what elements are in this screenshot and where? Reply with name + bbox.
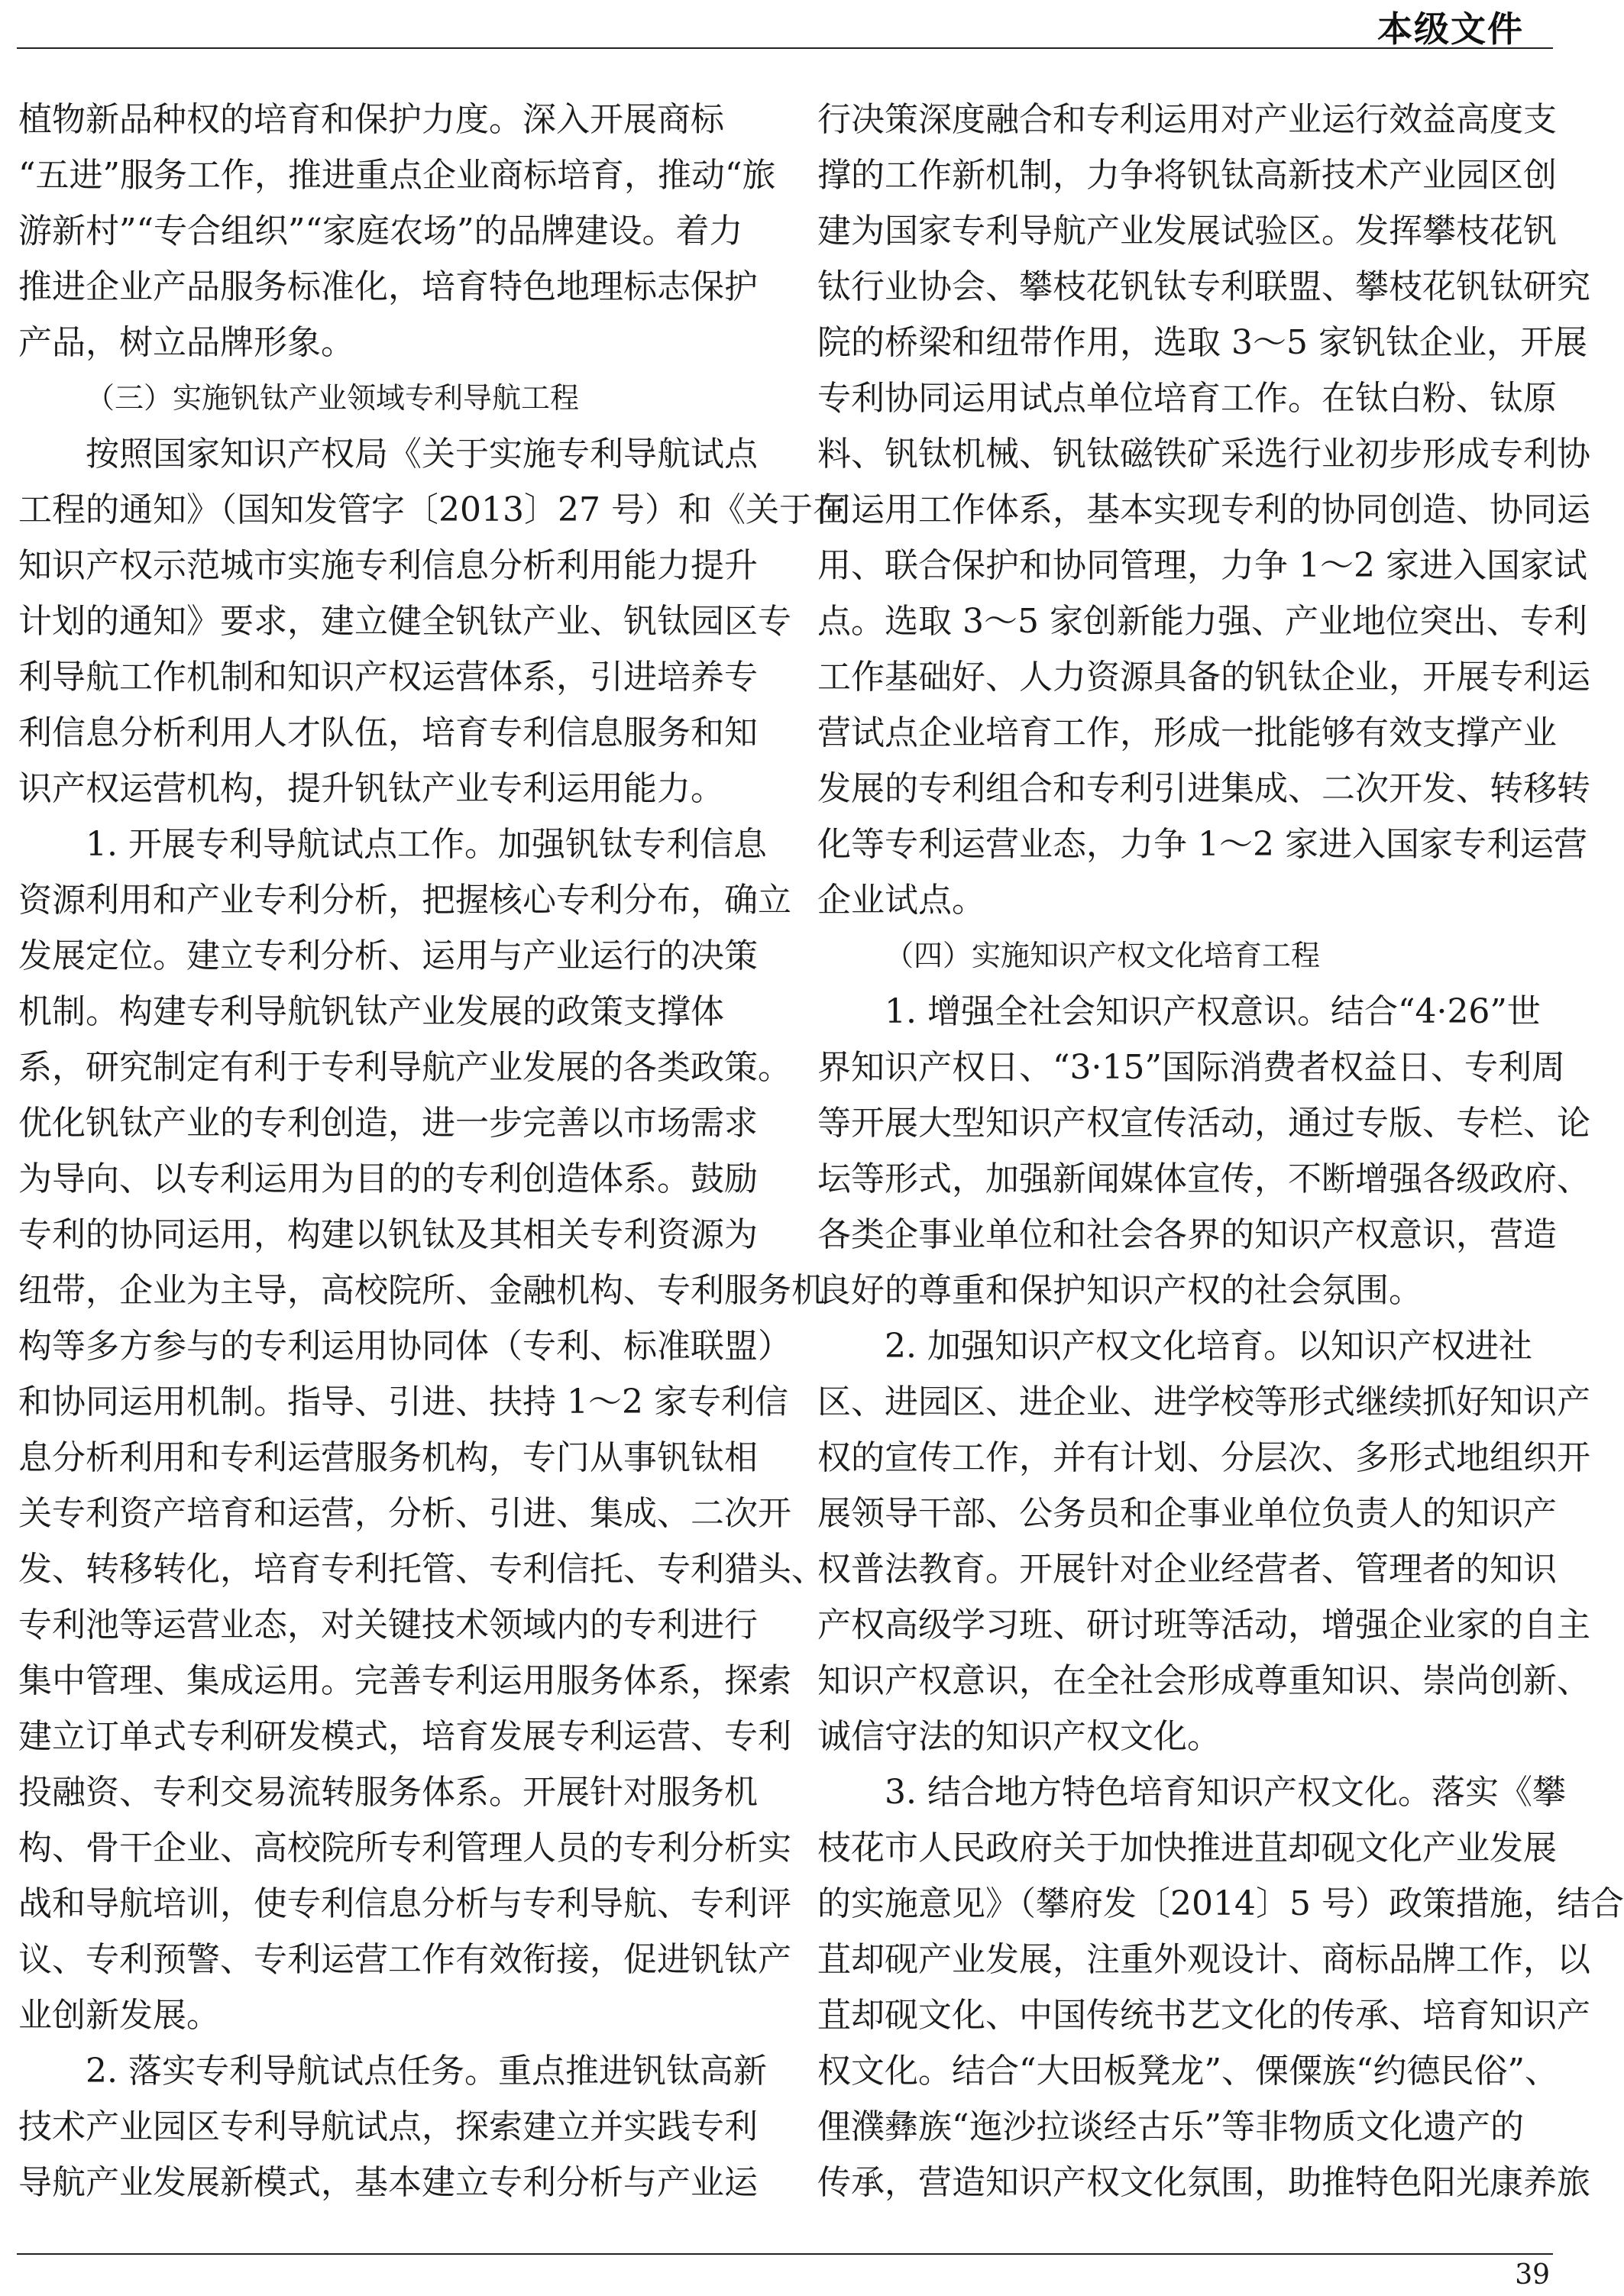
text-line: 议、专利预警、专利运营工作有效衔接，促进钒钛产 — [18, 1940, 791, 1979]
text-line: 营试点企业培育工作，形成一批能够有效支撑产业 — [817, 713, 1557, 752]
text-line: 构、骨干企业、高校院所专利管理人员的专利分析实 — [18, 1829, 791, 1868]
text-line: 机制。构建专利导航钒钛产业发展的政策支撑体 — [18, 992, 724, 1031]
text-line: 识产权运营机构，提升钒钛产业专利运用能力。 — [18, 769, 724, 808]
text-line: 院的桥梁和纽带作用，选取 3～5 家钒钛企业，开展 — [817, 323, 1587, 362]
page-number: 39 — [1515, 2259, 1550, 2291]
text-line: 业创新发展。 — [18, 1996, 220, 2035]
text-line: 战和导航培训，使专利信息分析与专利导航、专利评 — [18, 1884, 791, 1923]
text-line: 发、转移转化，培育专利托管、专利信托、专利猎头、 — [18, 1550, 825, 1589]
text-line: 展领导干部、公务员和企事业单位负责人的知识产 — [817, 1494, 1557, 1533]
text-line: 技术产业园区专利导航试点，探索建立并实践专利 — [18, 2107, 758, 2146]
text-line: 的实施意见》（攀府发〔2014〕5 号）政策措施，结合 — [817, 1884, 1624, 1923]
text-line: 产权高级学习班、研讨班等活动，增强企业家的自主 — [817, 1606, 1590, 1644]
text-line: 诚信守法的知识产权文化。 — [817, 1717, 1221, 1756]
section-heading-3: （三）实施钒钛产业领域专利导航工程 — [86, 381, 580, 415]
text-line: 企业试点。 — [817, 881, 985, 920]
text-line: 区、进园区、进企业、进学校等形式继续抓好知识产 — [817, 1382, 1590, 1421]
text-line: 料、钒钛机械、钒钛磁铁矿采选行业初步形成专利协 — [817, 435, 1590, 474]
paragraph-start: 2. 加强知识产权文化培育。以知识产权进社 — [885, 1327, 1532, 1366]
text-line: 息分析利用和专利运营服务机构，专门从事钒钛相 — [18, 1438, 758, 1477]
text-line: 钛行业协会、攀枝花钒钛专利联盟、攀枝花钒钛研究 — [817, 267, 1590, 306]
paragraph-start: 2. 落实专利导航试点任务。重点推进钒钛高新 — [86, 2052, 767, 2091]
text-line: 专利协同运用试点单位培育工作。在钛白粉、钛原 — [817, 379, 1557, 418]
paragraph-start: 1. 增强全社会知识产权意识。结合“4·26”世 — [885, 992, 1541, 1031]
right-column — [817, 92, 1624, 2210]
text-line: 发展的专利组合和专利引进集成、二次开发、转移转 — [817, 769, 1590, 808]
text-line: 推进企业产品服务标准化，培育特色地理标志保护 — [18, 267, 758, 306]
text-line: 苴却砚产业发展，注重外观设计、商标品牌工作，以 — [817, 1940, 1590, 1979]
text-line: 知识产权意识，在全社会形成尊重知识、崇尚创新、 — [817, 1661, 1590, 1700]
text-line: 游新村”“专合组织”“家庭农场”的品牌建设。着力 — [18, 212, 743, 251]
text-line: 计划的通知》要求，建立健全钒钛产业、钒钛园区专 — [18, 602, 791, 641]
text-line: 良好的尊重和保护知识产权的社会氛围。 — [817, 1271, 1422, 1310]
text-line: 构等多方参与的专利运用协同体（专利、标准联盟） — [18, 1327, 791, 1366]
text-line: 和协同运用机制。指导、引进、扶持 1～2 家专利信 — [18, 1382, 788, 1421]
text-line: 建立订单式专利研发模式，培育发展专利运营、专利 — [18, 1717, 791, 1756]
paragraph-start: 3. 结合地方特色培育知识产权文化。落实《攀 — [885, 1773, 1566, 1812]
text-line: 撑的工作新机制，力争将钒钛高新技术产业园区创 — [817, 156, 1557, 195]
text-line: 枝花市人民政府关于加快推进苴却砚文化产业发展 — [817, 1829, 1557, 1868]
text-line: 点。选取 3～5 家创新能力强、产业地位突出、专利 — [817, 602, 1587, 641]
page-header-title: 本级文件 — [1377, 8, 1524, 50]
left-column — [18, 92, 846, 2210]
header-divider — [17, 47, 1553, 49]
text-line: 权普法教育。开展针对企业经营者、管理者的知识 — [817, 1550, 1557, 1589]
text-line: 工程的通知》（国知发管字〔2013〕27 号）和《关于在 — [18, 490, 846, 529]
text-line: 等开展大型知识产权宣传活动，通过专版、专栏、论 — [817, 1104, 1590, 1143]
text-line: 为导向、以专利运用为目的的专利创造体系。鼓励 — [18, 1159, 758, 1198]
text-line: 优化钒钛产业的专利创造，进一步完善以市场需求 — [18, 1104, 758, 1143]
text-line: 植物新品种权的培育和保护力度。深入开展商标 — [18, 100, 724, 139]
text-line: “五进”服务工作，推进重点企业商标培育，推动“旅 — [18, 156, 776, 195]
text-line: 俚濮彝族“迤沙拉谈经古乐”等非物质文化遗产的 — [817, 2107, 1524, 2146]
text-line: 纽带，企业为主导，高校院所、金融机构、专利服务机 — [18, 1271, 825, 1310]
text-line: 权文化。结合“大田板凳龙”、傈僳族“约德民俗”、 — [817, 2052, 1558, 2091]
text-line: 发展定位。建立专利分析、运用与产业运行的决策 — [18, 936, 758, 975]
text-line: 建为国家专利导航产业发展试验区。发挥攀枝花钒 — [817, 212, 1557, 251]
text-line: 界知识产权日、“3·15”国际消费者权益日、专利周 — [817, 1048, 1565, 1087]
text-line: 利信息分析利用人才队伍，培育专利信息服务和知 — [18, 713, 758, 752]
text-line: 工作基础好、人力资源具备的钒钛企业，开展专利运 — [817, 658, 1590, 697]
text-line: 关专利资产培育和运营，分析、引进、集成、二次开 — [18, 1494, 791, 1533]
text-line: 系，研究制定有利于专利导航产业发展的各类政策。 — [18, 1048, 791, 1087]
text-line: 导航产业发展新模式，基本建立专利分析与产业运 — [18, 2163, 758, 2202]
text-line: 权的宣传工作，并有计划、分层次、多形式地组织开 — [817, 1438, 1590, 1477]
text-line: 同运用工作体系，基本实现专利的协同创造、协同运 — [817, 490, 1590, 529]
text-line: 化等专利运营业态，力争 1～2 家进入国家专利运营 — [817, 825, 1587, 864]
text-line: 行决策深度融合和专利运用对产业运行效益高度支 — [817, 100, 1557, 139]
text-line: 投融资、专利交易流转服务体系。开展针对服务机 — [18, 1773, 758, 1812]
paragraph-start: 按照国家知识产权局《关于实施专利导航试点 — [86, 435, 758, 474]
text-line: 专利的协同运用，构建以钒钛及其相关专利资源为 — [18, 1215, 758, 1254]
text-line: 知识产权示范城市实施专利信息分析利用能力提升 — [18, 546, 758, 585]
section-heading-4: （四）实施知识产权文化培育工程 — [885, 939, 1321, 972]
text-line: 专利池等运营业态，对关键技术领域内的专利进行 — [18, 1606, 758, 1644]
text-line: 各类企事业单位和社会各界的知识产权意识，营造 — [817, 1215, 1557, 1254]
text-line: 苴却砚文化、中国传统书艺文化的传承、培育知识产 — [817, 1996, 1590, 2035]
text-line: 产品，树立品牌形象。 — [18, 323, 354, 362]
text-line: 资源利用和产业专利分析，把握核心专利分布，确立 — [18, 881, 791, 920]
text-line: 利导航工作机制和知识产权运营体系，引进培养专 — [18, 658, 758, 697]
text-line: 坛等形式，加强新闻媒体宣传，不断增强各级政府、 — [817, 1159, 1590, 1198]
text-line: 传承，营造知识产权文化氛围，助推特色阳光康养旅 — [817, 2163, 1590, 2202]
text-line: 用、联合保护和协同管理，力争 1～2 家进入国家试 — [817, 546, 1587, 585]
footer-divider — [17, 2253, 1553, 2255]
text-line: 集中管理、集成运用。完善专利运用服务体系，探索 — [18, 1661, 791, 1700]
paragraph-start: 1. 开展专利导航试点工作。加强钒钛专利信息 — [86, 825, 767, 864]
